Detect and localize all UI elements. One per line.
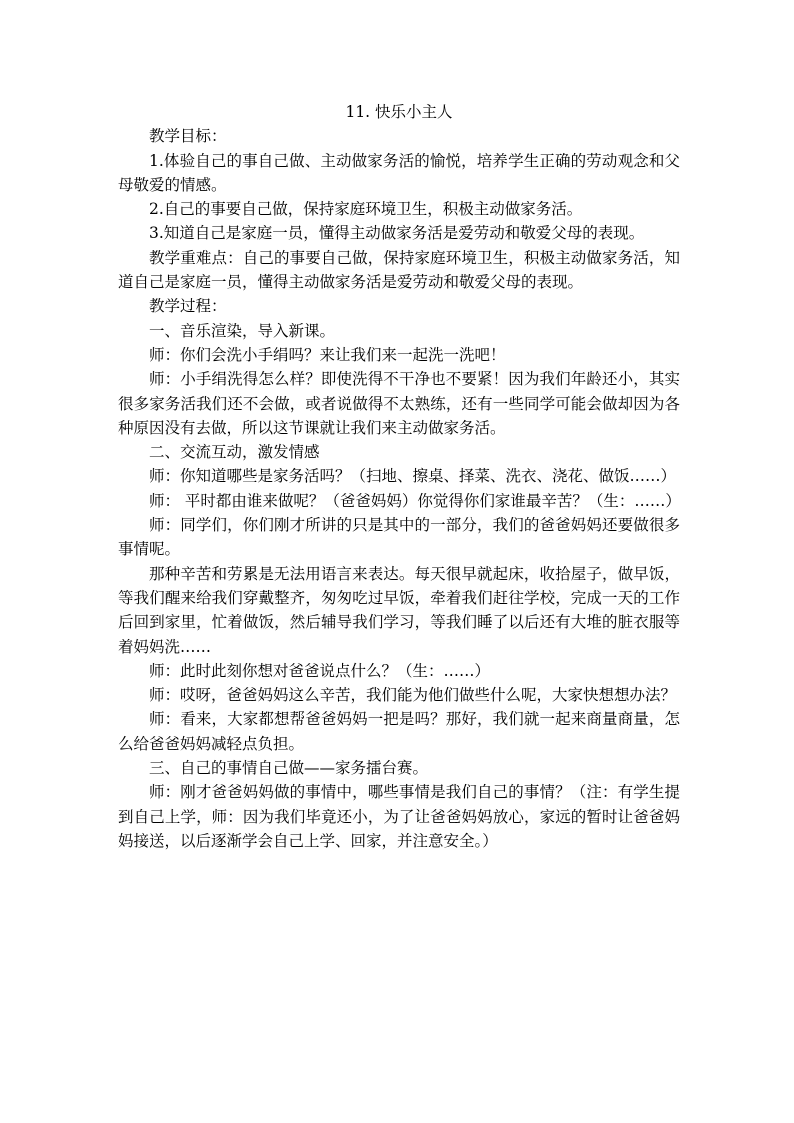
paragraph-teacher-7: 师：哎呀，爸爸妈妈这么辛苦，我们能为他们做些什么呢，大家快想想办法？	[149, 686, 677, 705]
paragraph-key-points: 教学重难点：自己的事要自己做，保持家庭环境卫生，积极主动做家务活，知道自己是家庭一员，懂得主动做家务活是爱劳动和敬爱父母的表现。	[118, 248, 680, 292]
paragraph-teacher-2: 师：小手绢洗得怎么样？即使洗得不干净也不要紧！因为我们年龄还小，其实很多家务活我们还不会做，或者说做得不太熟练，还有一些同学可能会做却因为各种原因没有去做，所以这节课就让我们来主动做家务活。	[118, 370, 680, 437]
paragraph-goal-1: 1.体验自己的事自己做、主动做家务活的愉悦，培养学生正确的劳动观念和父母敬爱的情感。	[118, 151, 680, 194]
paragraph-process-heading: 教学过程：	[149, 297, 227, 316]
paragraph-teacher-5: 师：同学们，你们刚才所讲的只是其中的一部分，我们的爸爸妈妈还要做很多事情呢。	[118, 516, 680, 559]
paragraph-section-1: 一、音乐渲染，导入新课。	[149, 321, 336, 340]
paragraph-teacher-6: 师：此时此刻你想对爸爸说点什么？（生：……）	[149, 661, 491, 680]
document-body	[118, 100, 680, 853]
paragraph-narrative: 那种辛苦和劳累是无法用语言来表达。每天很早就起床，收拾屋子，做早饭，等我们醒来给我们穿戴整齐，匆匆吃过早饭，牵着我们赶往学校，完成一天的工作后回到家里，忙着做饭，然后辅导我们学习，等我们睡了以后还有大堆的脏衣服等着妈妈洗……	[118, 564, 680, 656]
paragraph-goal-3: 3.知道自己是家庭一员，懂得主动做家务活是爱劳动和敬爱父母的表现。	[149, 224, 645, 243]
paragraph-section-2: 二、交流互动，激发情感	[149, 443, 320, 462]
paragraph-teacher-4: 师： 平时都由谁来做呢？（爸爸妈妈）你觉得你们家谁最辛苦？（生：……）	[149, 491, 681, 510]
paragraph-teacher-9: 师：刚才爸爸妈妈做的事情中，哪些事情是我们自己的事情？（注：有学生提到自己上学，师：因为我们毕竟还小，为了让爸爸妈妈放心，家远的暂时让爸爸妈妈接送，以后逐渐学会自己上学、回家，并注意安全。）	[118, 783, 680, 850]
paragraph-teacher-3: 师：你知道哪些是家务活吗？（扫地、擦桌、择菜、洗衣、浇花、做饭……）	[149, 467, 677, 486]
paragraph-teacher-8: 师：看来，大家都想帮爸爸妈妈一把是吗？那好，我们就一起来商量商量，怎么给爸爸妈妈减轻点负担。	[118, 710, 680, 753]
paragraph-teaching-goals-heading: 教学目标：	[149, 127, 227, 146]
document-title: 11. 快乐小主人	[345, 103, 453, 121]
paragraph-goal-2: 2.自己的事要自己做，保持家庭环境卫生，积极主动做家务活。	[149, 200, 583, 219]
paragraph-teacher-1: 师：你们会洗小手绢吗？来让我们来一起洗一洗吧！	[149, 345, 506, 364]
paragraph-section-3: 三、自己的事情自己做——家务擂台赛。	[149, 759, 429, 778]
